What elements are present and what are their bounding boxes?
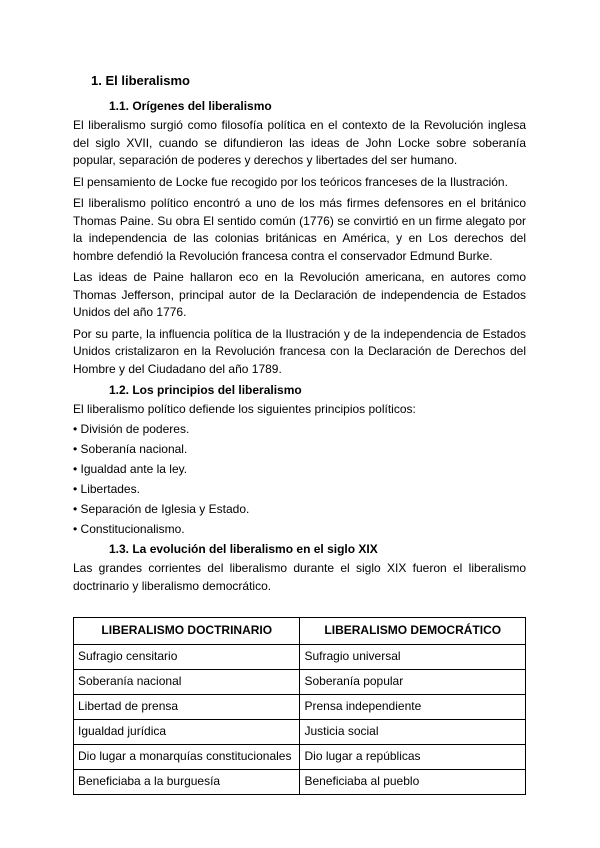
- paragraph: El liberalismo surgió como filosofía política en el contexto de la Revolución inglesa del siglo XVII, cuando se difundieron las ideas de John Locke sobre soberanía popular, separación de poderes y derechos y libertades del ser humano.: [73, 118, 526, 167]
- list-item: • Libertades.: [73, 481, 526, 499]
- list-item: • Igualdad ante la ley.: [73, 461, 526, 479]
- paragraph: El liberalismo político defiende los siguientes principios políticos:: [73, 402, 416, 416]
- table-cell: Sufragio censitario: [74, 645, 300, 670]
- section-title-evolution: 1.3. La evolución del liberalismo en el siglo XIX: [109, 542, 378, 557]
- section-title-origins: 1.1. Orígenes del liberalismo: [109, 99, 272, 113]
- table-cell: Beneficiaba al pueblo: [300, 770, 526, 795]
- table-cell: Prensa independiente: [300, 695, 526, 720]
- list-item: • Separación de Iglesia y Estado.: [73, 501, 526, 519]
- table-cell: Igualdad jurídica: [74, 720, 300, 745]
- table-row: [74, 770, 526, 795]
- table-cell: Soberanía nacional: [74, 670, 300, 695]
- section-title-principles: 1.2. Los principios del liberalismo: [109, 383, 302, 397]
- column-header: LIBERALISMO DOCTRINARIO: [74, 618, 300, 645]
- table-cell: Beneficiaba a la burguesía: [74, 770, 300, 795]
- table-cell: Dio lugar a repúblicas: [300, 745, 526, 770]
- table-cell: Libertad de prensa: [74, 695, 300, 720]
- table-cell: Sufragio universal: [300, 645, 526, 670]
- table-row: [74, 695, 526, 720]
- column-header: LIBERALISMO DEMOCRÁTICO: [300, 618, 526, 645]
- table-cell: Soberanía popular: [300, 670, 526, 695]
- table-cell: Dio lugar a monarquías constitucionales: [74, 745, 300, 770]
- list-item: • División de poderes.: [73, 421, 526, 439]
- table-row: [74, 745, 526, 770]
- paragraph: Por su parte, la influencia política de la Ilustración y de la independencia de Estados Unidos cristalizaron en la Revolución francesa con la Declaración de Derechos del Hombre y del Ciudadano del año 1789.: [73, 326, 526, 376]
- table-row: [74, 645, 526, 670]
- paragraph: El liberalismo político encontró a uno de los más firmes defensores en el británico Thomas Paine. Su obra El sentido común (1776) se convirtió en un firme alegato por la independencia de las colonias británicas en América, y en Los derechos del hombre defendió la Revolución francesa contra el conservador Edmund Burke.: [73, 196, 526, 263]
- table-cell: Justicia social: [300, 720, 526, 745]
- paragraph: Las ideas de Paine hallaron eco en la Revolución americana, en autores como Thomas Jefferson, principal autor de la Declaración de independencia de Estados Unidos del año 1776.: [73, 270, 526, 319]
- table-row: [74, 720, 526, 745]
- principles-list: [73, 421, 526, 539]
- main-heading: 1. El liberalismo: [91, 73, 190, 88]
- paragraph: El pensamiento de Locke fue recogido por los teóricos franceses de la Ilustración.: [73, 174, 508, 189]
- list-item: • Constitucionalismo.: [73, 521, 526, 539]
- table-row: [74, 670, 526, 695]
- document-body: [73, 72, 526, 795]
- table-header-row: [74, 618, 526, 645]
- comparison-table: [73, 617, 526, 795]
- paragraph: Las grandes corrientes del liberalismo durante el siglo XIX fueron el liberalismo doctrinario y liberalismo democrático.: [73, 561, 526, 593]
- list-item: • Soberanía nacional.: [73, 441, 526, 459]
